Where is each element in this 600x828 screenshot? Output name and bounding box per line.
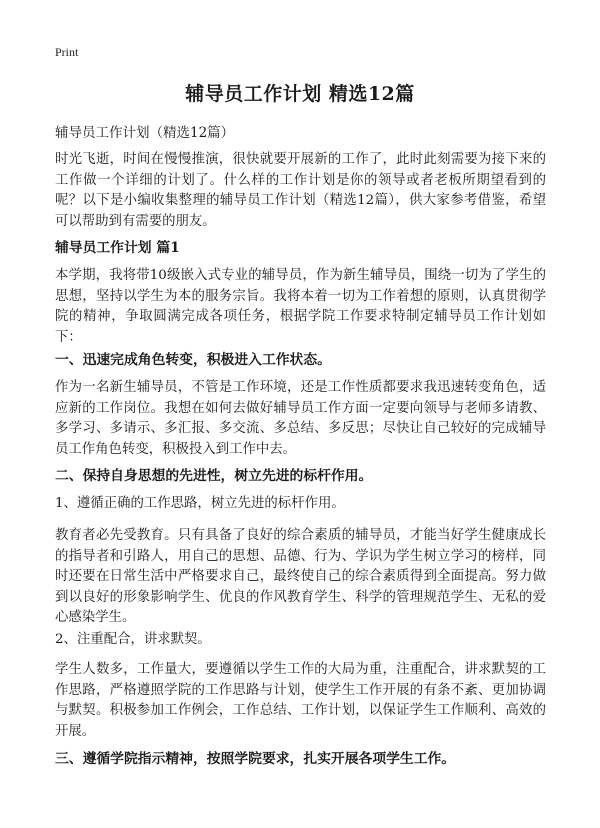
paragraph-3: 教育者必先受教育。只有具备了良好的综合素质的辅导员，才能当好学生健康成长的指导者和引路人，用自己的思想、品德、行为、学识为学生树立学习的榜样，同时还要在日常生活中严格要求自己，最终使自己的综合素质得到全面提高。努力做到以良好的形象影响学生、优良的作风教育学生、科学的管理规范学生、无私的爱心感染学生。	[55, 528, 546, 625]
paragraph-4: 学生人数多，工作量大，要遵循以学生工作的大局为重，注重配合，讲求默契的工作思路，严格遵照学院的工作思路与计划，使学生工作开展的有条不紊、更加协调与默契。积极参加工作例会，工作总结、工作计划，以保证学生工作顺利、高效的开展。	[55, 662, 546, 739]
section-heading-3: 三、遵循学院指示精神，按照学院要求，扎实开展各项学生工作。	[55, 751, 456, 767]
intro-paragraph: 时光飞逝，时间在慢慢推演，很快就要开展新的工作了，此时此刻需要为接下来的工作做一个详细的计划了。什么样的工作计划是你的领导或者老板所期望看到的呢？以下是小编收集整理的辅导员工作计划（精选12篇），供大家参考借鉴，希望可以帮助到有需要的朋友。	[55, 152, 546, 229]
subsection-1: 1、遵循正确的工作思路，树立先进的标杆作用。	[55, 496, 345, 511]
section-heading-1: 一、迅速完成角色转变，积极进入工作状态。	[55, 352, 331, 368]
page-title: 辅导员工作计划 精选12篇	[185, 83, 415, 105]
subsection-2: 2、注重配合，讲求默契。	[55, 632, 211, 647]
piece-title: 辅导员工作计划 篇1	[55, 240, 180, 256]
subtitle: 辅导员工作计划（精选12篇）	[55, 125, 235, 141]
paragraph-2: 作为一名新生辅导员，不管是工作环境，还是工作性质都要求我迅速转变角色，适应新的工作岗位。我想在如何去做好辅导员工作方面一定要向领导与老师多请教、多学习、多请示、多汇报、多交流、多总结、多反思；尽快让自己较好的完成辅导员工作角色转变，积极投入到工作中去。	[55, 380, 546, 457]
section-heading-2: 二、保持自身思想的先进性，树立先进的标杆作用。	[55, 468, 373, 484]
print-label[interactable]: Print	[55, 45, 79, 59]
paragraph-1: 本学期，我将带10级嵌入式专业的辅导员，作为新生辅导员，围绕一切为了学生的思想，坚持以学生为本的服务宗旨。我将本着一切为工作着想的原则，认真贯彻学院的精神，争取圆满完成各项任务，根据学院工作要求特制定辅导员工作计划如下：	[55, 268, 546, 345]
